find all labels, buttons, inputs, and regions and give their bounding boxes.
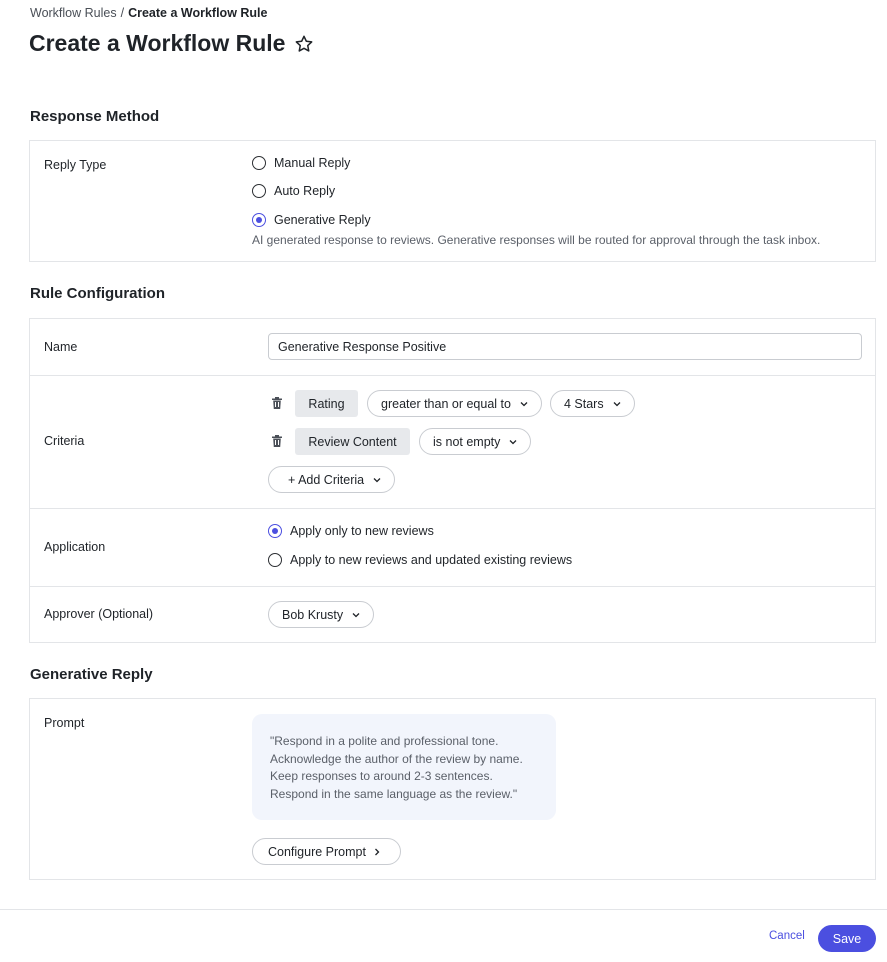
- radio-circle[interactable]: [252, 184, 266, 198]
- prompt-line: Keep responses to around 2-3 sentences.: [270, 769, 493, 783]
- configure-prompt-button[interactable]: [252, 838, 401, 865]
- criteria-operator-dropdown[interactable]: [367, 390, 542, 417]
- criteria-value-dropdown[interactable]: [550, 390, 635, 417]
- cancel-button[interactable]: Cancel: [769, 930, 805, 942]
- radio-circle[interactable]: [268, 553, 282, 567]
- application-row: [30, 509, 875, 587]
- page-title-row: [29, 30, 315, 57]
- radio-circle-selected[interactable]: [268, 524, 282, 538]
- radio-apply-new-reviews[interactable]: [268, 524, 434, 538]
- radio-circle[interactable]: [252, 156, 266, 170]
- prompt-line: "Respond in a polite and professional tone.: [270, 734, 499, 748]
- trash-icon[interactable]: [271, 396, 283, 410]
- radio-label: Generative Reply: [274, 213, 371, 227]
- chevron-right-icon: [372, 847, 382, 857]
- response-method-heading: Response Method: [30, 108, 160, 125]
- star-icon[interactable]: [293, 33, 315, 55]
- response-method-card: [29, 140, 876, 262]
- radio-auto-reply[interactable]: [252, 184, 335, 198]
- dropdown-value: Bob Krusty: [282, 607, 344, 622]
- breadcrumb-separator: /: [120, 6, 125, 20]
- criteria-row: [30, 376, 875, 509]
- radio-apply-new-and-updated[interactable]: [268, 553, 572, 567]
- footer-divider: [0, 909, 887, 910]
- save-button[interactable]: Save: [818, 925, 876, 952]
- breadcrumb-current: Create a Workflow Rule: [128, 6, 268, 20]
- chevron-down-icon: [372, 475, 382, 485]
- radio-label: Apply only to new reviews: [290, 524, 434, 538]
- generative-reply-helper-text: AI generated response to reviews. Generative responses will be routed for approval through the task inbox.: [252, 233, 821, 247]
- dropdown-value: greater than or equal to: [381, 396, 511, 411]
- name-label: Name: [44, 340, 78, 354]
- radio-label: Manual Reply: [274, 156, 351, 170]
- rule-configuration-heading: Rule Configuration: [30, 285, 165, 302]
- radio-circle-selected[interactable]: [252, 213, 266, 227]
- chevron-down-icon: [351, 610, 361, 620]
- chevron-down-icon: [508, 437, 518, 447]
- name-input[interactable]: Generative Response Positive: [268, 333, 862, 360]
- dropdown-value: 4 Stars: [564, 396, 604, 411]
- approver-label: Approver (Optional): [44, 607, 154, 621]
- prompt-line: Respond in the same language as the review.": [270, 786, 518, 801]
- radio-label: Auto Reply: [274, 184, 336, 198]
- application-label: Application: [44, 540, 106, 554]
- radio-manual-reply[interactable]: [252, 156, 350, 170]
- criteria-field-rating[interactable]: Rating: [295, 390, 358, 417]
- reply-type-label: Reply Type: [44, 158, 107, 172]
- name-row: [30, 319, 875, 376]
- chevron-down-icon: [519, 399, 529, 409]
- chevron-down-icon: [612, 399, 622, 409]
- radio-generative-reply[interactable]: [252, 213, 371, 227]
- rule-configuration-card: [29, 318, 876, 643]
- criteria-label: Criteria: [44, 434, 85, 448]
- breadcrumb-parent-link[interactable]: Workflow Rules: [30, 6, 117, 20]
- prompt-label: Prompt: [44, 716, 85, 730]
- radio-label: Apply to new reviews and updated existing reviews: [290, 553, 573, 567]
- trash-icon[interactable]: [271, 434, 283, 448]
- generative-reply-heading: Generative Reply: [30, 666, 153, 683]
- dropdown-value: is not empty: [433, 434, 501, 449]
- generative-reply-card: [29, 698, 876, 880]
- page-title: Create a Workflow Rule: [29, 30, 286, 56]
- add-criteria-button[interactable]: [268, 466, 395, 493]
- breadcrumb: [30, 6, 267, 20]
- approver-row: [30, 587, 875, 642]
- configure-prompt-label: Configure Prompt: [268, 844, 366, 859]
- add-criteria-label: + Add Criteria: [288, 472, 365, 487]
- approver-dropdown[interactable]: [268, 601, 374, 628]
- prompt-preview: [252, 714, 556, 820]
- criteria-field-review-content[interactable]: Review Content: [295, 428, 410, 455]
- criteria-operator-dropdown[interactable]: [419, 428, 531, 455]
- prompt-line: Acknowledge the author of the review by name.: [270, 751, 523, 766]
